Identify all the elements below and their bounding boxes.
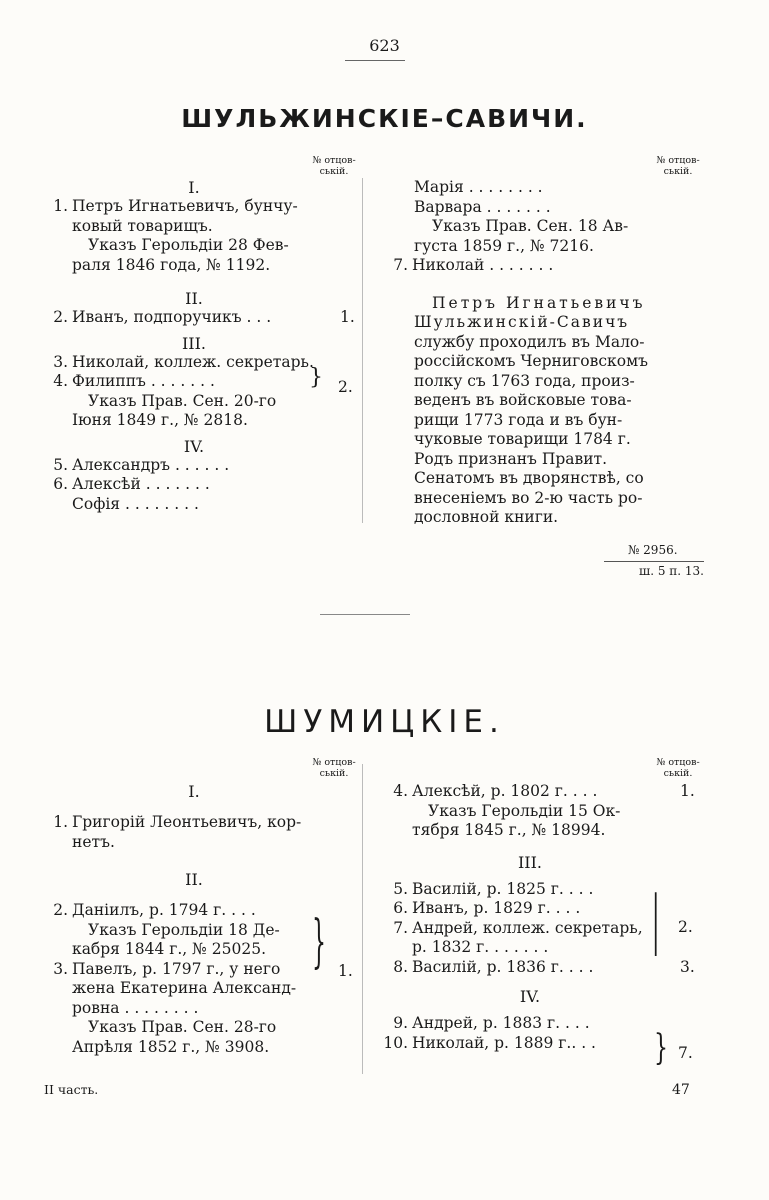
column-header-right: № отцов-ській. xyxy=(656,757,700,779)
list-item: 9. Андрей, р. 1883 г. . . . xyxy=(393,1014,590,1032)
list-item: 6. Алексѣй . . . . . . . xyxy=(53,475,210,493)
generation-heading: II. xyxy=(185,870,203,889)
parent-ref: 7. xyxy=(678,1044,693,1062)
parent-ref: 2. xyxy=(678,918,693,936)
parent-ref: 3. xyxy=(680,957,695,976)
list-item: 4. Алексѣй, р. 1802 г. . . . 1. xyxy=(393,782,695,800)
footer-page-marker: 47 xyxy=(672,1082,690,1098)
page-number-rule xyxy=(345,60,405,61)
entry-text: Апрѣля 1852 г., № 3908. xyxy=(72,1037,270,1056)
brace: } xyxy=(654,1028,668,1069)
parent-ref: 1. xyxy=(680,782,695,800)
column-header-left: № отцов-ській. xyxy=(312,155,356,177)
list-item: 3. Павелъ, р. 1797 г., у него xyxy=(53,959,281,978)
footer-part: II часть. xyxy=(44,1082,99,1097)
parent-ref: 1. xyxy=(338,962,353,980)
list-item: Марія . . . . . . . . xyxy=(414,178,543,196)
column-divider xyxy=(362,178,363,523)
list-item: 7. Николай . . . . . . . xyxy=(393,256,554,274)
list-item: 4. Филиппъ . . . . . . . xyxy=(53,372,215,390)
list-item: Софія . . . . . . . . xyxy=(72,494,199,513)
archive-ref: ш. 5 п. 13. xyxy=(604,561,704,578)
generation-heading: II. xyxy=(185,289,203,308)
generation-heading: I. xyxy=(188,178,200,197)
generation-heading: III. xyxy=(181,333,207,353)
entry-text: Указъ Прав. Сен. 28-го xyxy=(88,1018,277,1036)
generation-heading: IV. xyxy=(183,436,205,456)
entry-text: р. 1832 г. . . . . . . xyxy=(412,938,549,956)
section-title-shulzhinskie: ШУЛЬЖИНСКІЕ–САВИЧИ. xyxy=(181,104,588,133)
list-item: 1. Петръ Игнатьевичъ, бунчу- xyxy=(53,197,298,215)
section-title-shumitskie: ШУМИЦКІЕ. xyxy=(264,704,505,740)
parent-ref: 2. xyxy=(338,378,353,396)
note-text: службу проходилъ въ Мало- xyxy=(414,332,645,351)
entry-text: густа 1859 г., № 7216. xyxy=(414,236,594,255)
entry-text: Указъ Герольдіи 15 Ок- xyxy=(428,801,621,820)
note-text: чуковые товарищи 1784 г. xyxy=(414,430,631,448)
entry-text: Указъ Прав. Сен. 20-го xyxy=(88,391,277,410)
note-text: Родъ признанъ Правит. xyxy=(414,449,608,468)
generation-heading: III. xyxy=(517,852,543,872)
list-item: 2. Иванъ, подпоручикъ . . . 1. xyxy=(53,308,355,326)
entry-text: ковый товарищъ. xyxy=(72,216,213,235)
column-header-right: № отцов-ській. xyxy=(656,155,700,177)
record-number: № 2956. xyxy=(628,543,678,557)
page-number: 623 xyxy=(369,36,400,55)
column-divider xyxy=(362,764,363,1074)
column-header-left: № отцов-ській. xyxy=(312,757,356,779)
list-item: Варвара . . . . . . . xyxy=(414,197,551,216)
brace: | xyxy=(652,886,660,959)
s1-left-column xyxy=(44,178,360,514)
note-text: полку съ 1763 года, произ- xyxy=(414,371,635,390)
entry-text: Указъ Герольдіи 18 Де- xyxy=(88,920,280,939)
s1-right-column xyxy=(384,178,714,528)
brace: } xyxy=(312,911,326,977)
list-item: 5. Василій, р. 1825 г. . . . xyxy=(393,879,594,898)
list-item: 8. Василій, р. 1836 г. . . . 3. xyxy=(393,957,695,976)
list-item: 2. Даніилъ, р. 1794 г. . . . xyxy=(53,901,256,919)
note-text: Петръ Игнатьевичъ xyxy=(432,293,646,312)
note-text: россійскомъ Черниговскомъ xyxy=(414,352,648,370)
note-text: веденъ въ войсковые това- xyxy=(414,391,632,409)
note-text: дословной книги. xyxy=(414,508,559,526)
note-text: Шульжинскій-Савичъ xyxy=(414,313,630,331)
entry-text: ровна . . . . . . . . xyxy=(72,998,199,1017)
list-item: 5. Александръ . . . . . . xyxy=(53,455,230,474)
entry-text: Указъ Герольдіи 28 Фев- xyxy=(88,236,289,254)
note-text: внесеніемъ во 2-ю часть ро- xyxy=(414,488,643,507)
list-item: 10. Николай, р. 1889 г.. . . xyxy=(383,1033,596,1052)
list-item: 1. Григорій Леонтьевичъ, кор- xyxy=(53,813,302,831)
s2-right-column xyxy=(380,782,710,1053)
entry-text: Указъ Прав. Сен. 18 Ав- xyxy=(432,217,629,235)
brace: } xyxy=(309,365,323,390)
list-item: 7. Андрей, коллеж. секретарь, xyxy=(393,918,643,937)
entry-text: раля 1846 года, № 1192. xyxy=(72,255,271,274)
note-text: рищи 1773 года и въ бун- xyxy=(414,410,623,429)
entry-text: нетъ. xyxy=(72,832,115,851)
entry-text: тября 1845 г., № 18994. xyxy=(412,821,606,839)
note-text: Сенатомъ въ дворянствѣ, со xyxy=(414,469,644,487)
generation-heading: IV. xyxy=(519,987,541,1006)
parent-ref: 1. xyxy=(340,308,355,326)
section-separator xyxy=(320,614,410,615)
list-item: 3. Николай, коллеж. секретарь. xyxy=(53,352,314,371)
entry-text: жена Екатерина Александ- xyxy=(72,979,297,997)
list-item: 6. Иванъ, р. 1829 г. . . . xyxy=(393,899,581,917)
entry-text: кабря 1844 г., № 25025. xyxy=(72,940,266,958)
entry-text: Іюня 1849 г., № 2818. xyxy=(72,411,248,429)
generation-heading: I. xyxy=(188,782,200,801)
